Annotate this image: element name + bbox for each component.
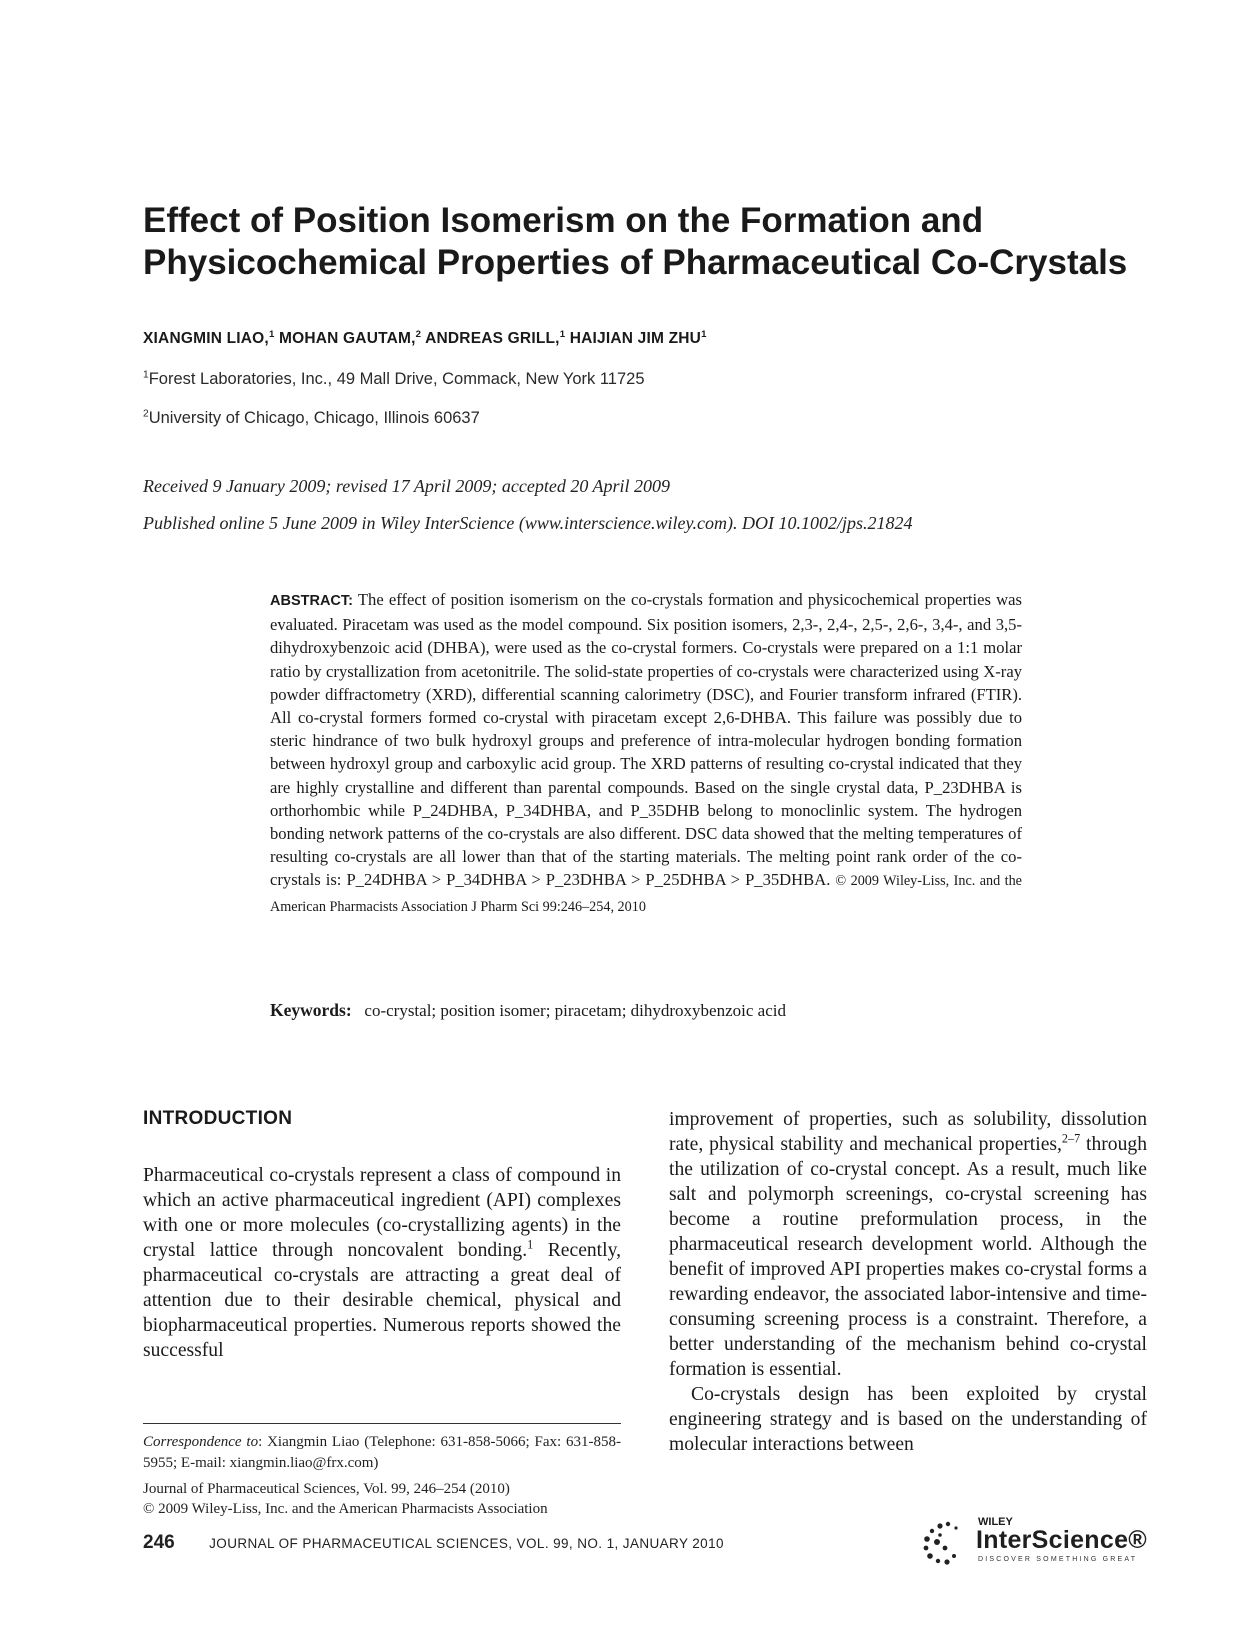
author-list [143, 330, 1143, 348]
interscience-logo [918, 1516, 1148, 1568]
author-name: HAIJIAN JIM ZHU [569, 330, 702, 347]
author-name: XIANGMIN LIAO, [143, 330, 269, 347]
footer-journal: JOURNAL OF PHARMACEUTICAL SCIENCES, VOL. 99, NO. 1, JANUARY 2010 [209, 1536, 724, 1551]
abstract-copyright: © 2009 Wiley-Liss, Inc. and the American Pharmacists Association J Pharm Sci 99:246–254, 2010 [270, 873, 1022, 915]
section-heading-introduction: INTRODUCTION [143, 1108, 293, 1129]
abstract-label: ABSTRACT: [270, 593, 353, 609]
logo-wiley: WILEY [978, 1516, 1013, 1528]
author-name: MOHAN GAUTAM, [279, 330, 416, 347]
logo-dots-icon [918, 1518, 972, 1566]
abstract [270, 588, 1022, 919]
citation-sup: 1 [527, 1237, 534, 1252]
correspondence-label: Correspondence to [143, 1434, 259, 1450]
author-affil-sup: 2 [415, 328, 422, 340]
article-title: Effect of Position Isomerism on the Formation and Physicochemical Properties of Pharmaceutical Co-Crystals [143, 201, 1128, 282]
correspondence-text: : Xiangmin Liao (Telephone: 631-858-5066; Fax: 631-858-5955; E-mail: xiangmin.liao@frx.com) [143, 1434, 621, 1471]
footnote-rule [143, 1423, 621, 1424]
published-info: Published online 5 June 2009 in Wiley InterScience (www.interscience.wiley.com). DOI 10.1002/jps.21824 [143, 513, 913, 533]
paragraph: Co-crystals design has been exploited by crystal engineering strategy and is based on the understanding of molecular interactions between [669, 1384, 1147, 1455]
journal-citation: Journal of Pharmaceutical Sciences, Vol. 99, 246–254 (2010) [143, 1481, 510, 1497]
affiliation-text: University of Chicago, Chicago, Illinois 60637 [148, 409, 480, 427]
footnote-copyright: © 2009 Wiley-Liss, Inc. and the American Pharmacists Association [143, 1501, 548, 1517]
correspondence-footnote [143, 1432, 621, 1474]
abstract-text: The effect of position isomerism on the co-crystals formation and physicochemical properties was evaluated. Piracetam was used as the model compound. Six position isomers, 2,3-, 2,4-, 2,5-, 2,6-, 3,4-, and 3,5-dihydroxybenzoic acid (DHBA), were used as the co-crystal formers. Co-crystals were prepared on a 1:1 molar ratio by crystallization from acetonitrile. The solid-state properties of co-crystals were characterized using X-ray powder diffractometry (XRD), differential scanning calorimetry (DSC), and Fourier transform infrared (FTIR). All co-crystal formers formed co-crystal with piracetam except 2,6-DHBA. This failure was possibly due to steric hindrance of two bulk hydroxyl groups and preference of intra-molecular hydrogen bonding formation between hydroxyl group and carboxylic acid group. The XRD patterns of resulting co-crystal indicated that they are highly crystalline and different than parental compounds. Based on the single crystal data, P_23DHBA is orthorhombic while P_24DHBA, P_34DHBA, and P_35DHB belong to monoclinlic system. The hydrogen bonding network patterns of the co-crystals are also different. DSC data showed that the melting temperatures of resulting co-crystals are all lower than that of the starting materials. The melting point rank order of the co-crystals is: P_24DHBA > P_34DHBA > P_23DHBA > P_25DHBA > P_35DHBA. [270, 590, 1022, 890]
logo-name: InterScience® [976, 1526, 1148, 1554]
received-dates: Received 9 January 2009; revised 17 April 2009; accepted 20 April 2009 [143, 476, 671, 496]
left-column [143, 1163, 621, 1363]
author-affil-sup: 1 [268, 328, 275, 340]
affiliation-text: Forest Laboratories, Inc., 49 Mall Drive, Commack, New York 11725 [148, 370, 645, 388]
keywords-text: co-crystal; position isomer; piracetam; dihydroxybenzoic acid [364, 1001, 786, 1020]
paragraph-text: Recently, pharmaceutical co-crystals are attracting a great deal of attention due to their desirable chemical, physical and biopharmaceutical properties. Numerous reports showed the successful [143, 1240, 621, 1361]
paragraph-text: through the utilization of co-crystal concept. As a result, much like salt and polymorph screenings, co-crystal screening has become a routine preformulation process, in the pharmaceutical research development world. Although the benefit of improved API properties makes co-crystal forms a rewarding endeavor, the associated labor-intensive and time-consuming screening process is a constraint. Therefore, a better understanding of the mechanism behind co-crystal formation is essential. [669, 1134, 1147, 1380]
keywords-label: Keywords: [270, 1000, 352, 1020]
affiliation [143, 370, 1143, 389]
author-name: ANDREAS GRILL, [425, 330, 560, 347]
author-affil-sup: 1 [559, 328, 566, 340]
affiliation-sup: 2 [143, 408, 149, 420]
right-column [669, 1107, 1147, 1457]
citation-sup: 2–7 [1061, 1131, 1081, 1146]
paragraph [143, 1163, 621, 1363]
paragraph [669, 1107, 1147, 1382]
author-affil-sup: 1 [701, 328, 707, 340]
paragraph-text: improvement of properties, such as solubility, dissolution rate, physical stability and mechanical properties, [669, 1109, 1147, 1155]
affiliation-sup: 1 [143, 369, 149, 381]
paragraph-text: Pharmaceutical co-crystals represent a class of compound in which an active pharmaceutical ingredient (API) complexes with one or more molecules (co-crystallizing agents) in the crystal lattice through noncovalent bonding. [143, 1165, 621, 1261]
affiliation [143, 409, 1143, 428]
page-footer [143, 1532, 724, 1554]
page-number: 246 [143, 1532, 175, 1553]
keywords [270, 1000, 1022, 1021]
logo-tagline: DISCOVER SOMETHING GREAT [978, 1556, 1138, 1563]
